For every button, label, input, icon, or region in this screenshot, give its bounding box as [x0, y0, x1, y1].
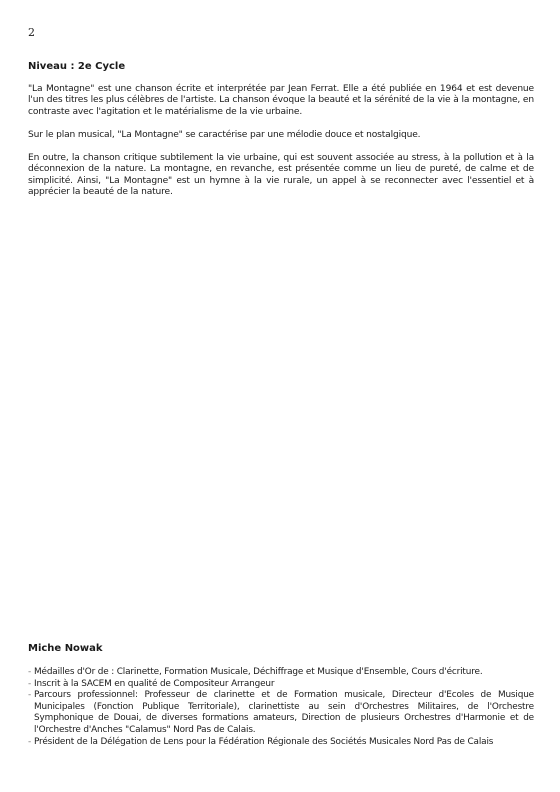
bio-item: - Inscrit à la SACEM en qualité de Compositeur Arrangeur [28, 679, 534, 691]
paragraph: En outre, la chanson critique subtilement la vie urbaine, qui est souvent associée au stress, à la pollution et à la déconnexion de la nature. La montagne, en revanche, est présentée comme un lieu de pureté, de calme et de simplicité. Ainsi, "La Montagne" est un hymne à la vie rurale, un appel à se reconnecter avec l'essentiel et à apprécier la beauté de la nature. [28, 152, 534, 198]
paragraph: "La Montagne" est une chanson écrite et interprétée par Jean Ferrat. Elle a été publiée en 1964 et est devenue l'un des titres les plus célèbres de l'artiste. La chanson évoque la beauté et la sérénité de la vie à la montagne, en contraste avec l'agitation et le matérialisme de la vie urbaine. [28, 84, 534, 117]
level-title: Niveau : 2e Cycle [28, 61, 126, 72]
bio-item: - Président de la Délégation de Lens pour la Fédération Régionale des Sociétés Musicales Nord Pas de Calais [28, 737, 534, 749]
author-bio [28, 667, 534, 748]
paragraph: Sur le plan musical, "La Montagne" se caractérise par une mélodie douce et nostalgique. [28, 129, 421, 140]
intro-text [28, 84, 534, 210]
author-name: Miche Nowak [28, 643, 103, 654]
page-number: 2 [28, 26, 35, 39]
bio-item: - Parcours professionnel: Professeur de clarinette et de Formation musicale, Directeur d'Ecoles de Musique Municipales (Fonction Publique Territoriale), clarinettiste au sein d'Orchestres Militaires, de l'Orchestre Symphonique de Douai, de diverses formations amateurs, Direction de plusieurs Orchestres d'Harmonie et de l'Orchestre d'Anches "Calamus" Nord Pas de Calais. [28, 690, 534, 736]
bio-item: - Médailles d'Or de : Clarinette, Formation Musicale, Déchiffrage et Musique d'Ensemble, Cours d'écriture. [28, 667, 534, 679]
